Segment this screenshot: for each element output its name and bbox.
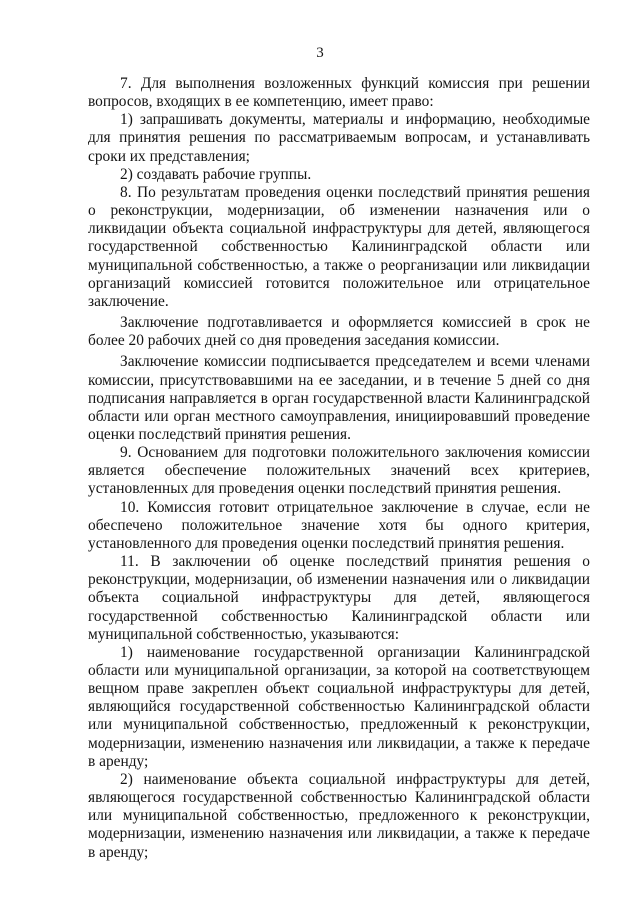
paragraph-9: 9. Основанием для подготовки положительного заключения комиссии является обеспечение положительных значений всех критериев, установленных для проведения оценки последствий принятия решения.: [88, 444, 590, 498]
paragraph-7-item-1: 1) запрашивать документы, материалы и информацию, необходимые для принятия решения по рассматриваемым вопросам, и устанавливать сроки их представления;: [88, 111, 590, 165]
paragraph-8-deadline: Заключение подготавливается и оформляется комиссией в срок не более 20 рабочих дней со дня проведения заседания комиссии.: [88, 314, 590, 350]
paragraph-8-signing: Заключение комиссии подписывается председателем и всеми членами комиссии, присутствовавшими на ее заседании, и в течение 5 дней со дня подписания направляется в орган государственной власти Калининградской области или орган местного самоуправления, инициировавший проведение оценки последствий принятия решения.: [88, 353, 590, 443]
document-body: [88, 75, 590, 862]
paragraph-7: 7. Для выполнения возложенных функций комиссия при решении вопросов, входящих в ее компетенцию, имеет право:: [88, 75, 590, 111]
paragraph-7-item-2: 2) создавать рабочие группы.: [120, 165, 312, 183]
paragraph-11-item-2: 2) наименование объекта социальной инфраструктуры для детей, являющегося государственной собственностью Калининградской области или муниципальной собственностью, предложенного к реконструкции, модернизации, изменению назначения или ликвидации, а также к передаче в аренду;: [88, 770, 590, 861]
paragraph-11-item-1: 1) наименование государственной организации Калининградской области или муниципальной организации, за которой на соответствующем вещном праве закреплен объект социальной инфраструктуры для детей, являющийся государственной собственностью Калининградской области или муниципальной собственностью, предложенный к реконструкции, модернизации, изменению назначения или ликвидации, а также к передаче в аренду;: [88, 643, 590, 770]
page-number: 3: [316, 45, 324, 61]
paragraph-8: 8. По результатам проведения оценки последствий принятия решения о реконструкции, модернизации, об изменении назначения или о ликвидации объекта социальной инфраструктуры для детей, являющегося государственной собственностью Калининградской области или муниципальной собственностью, а также о реорганизации или ликвидации организаций комиссией готовится положительное или отрицательное заключение.: [88, 183, 590, 310]
paragraph-11: 11. В заключении об оценке последствий принятия решения о реконструкции, модернизации, об изменении назначения или о ликвидации объекта социальной инфраструктуры для детей, являющегося государственной собственностью Калининградской области или муниципальной собственностью, указываются:: [88, 553, 590, 643]
paragraph-10: 10. Комиссия готовит отрицательное заключение в случае, если не обеспечено положительное значение хотя бы одного критерия, установленного для проведения оценки последствий принятия решения.: [88, 498, 590, 552]
